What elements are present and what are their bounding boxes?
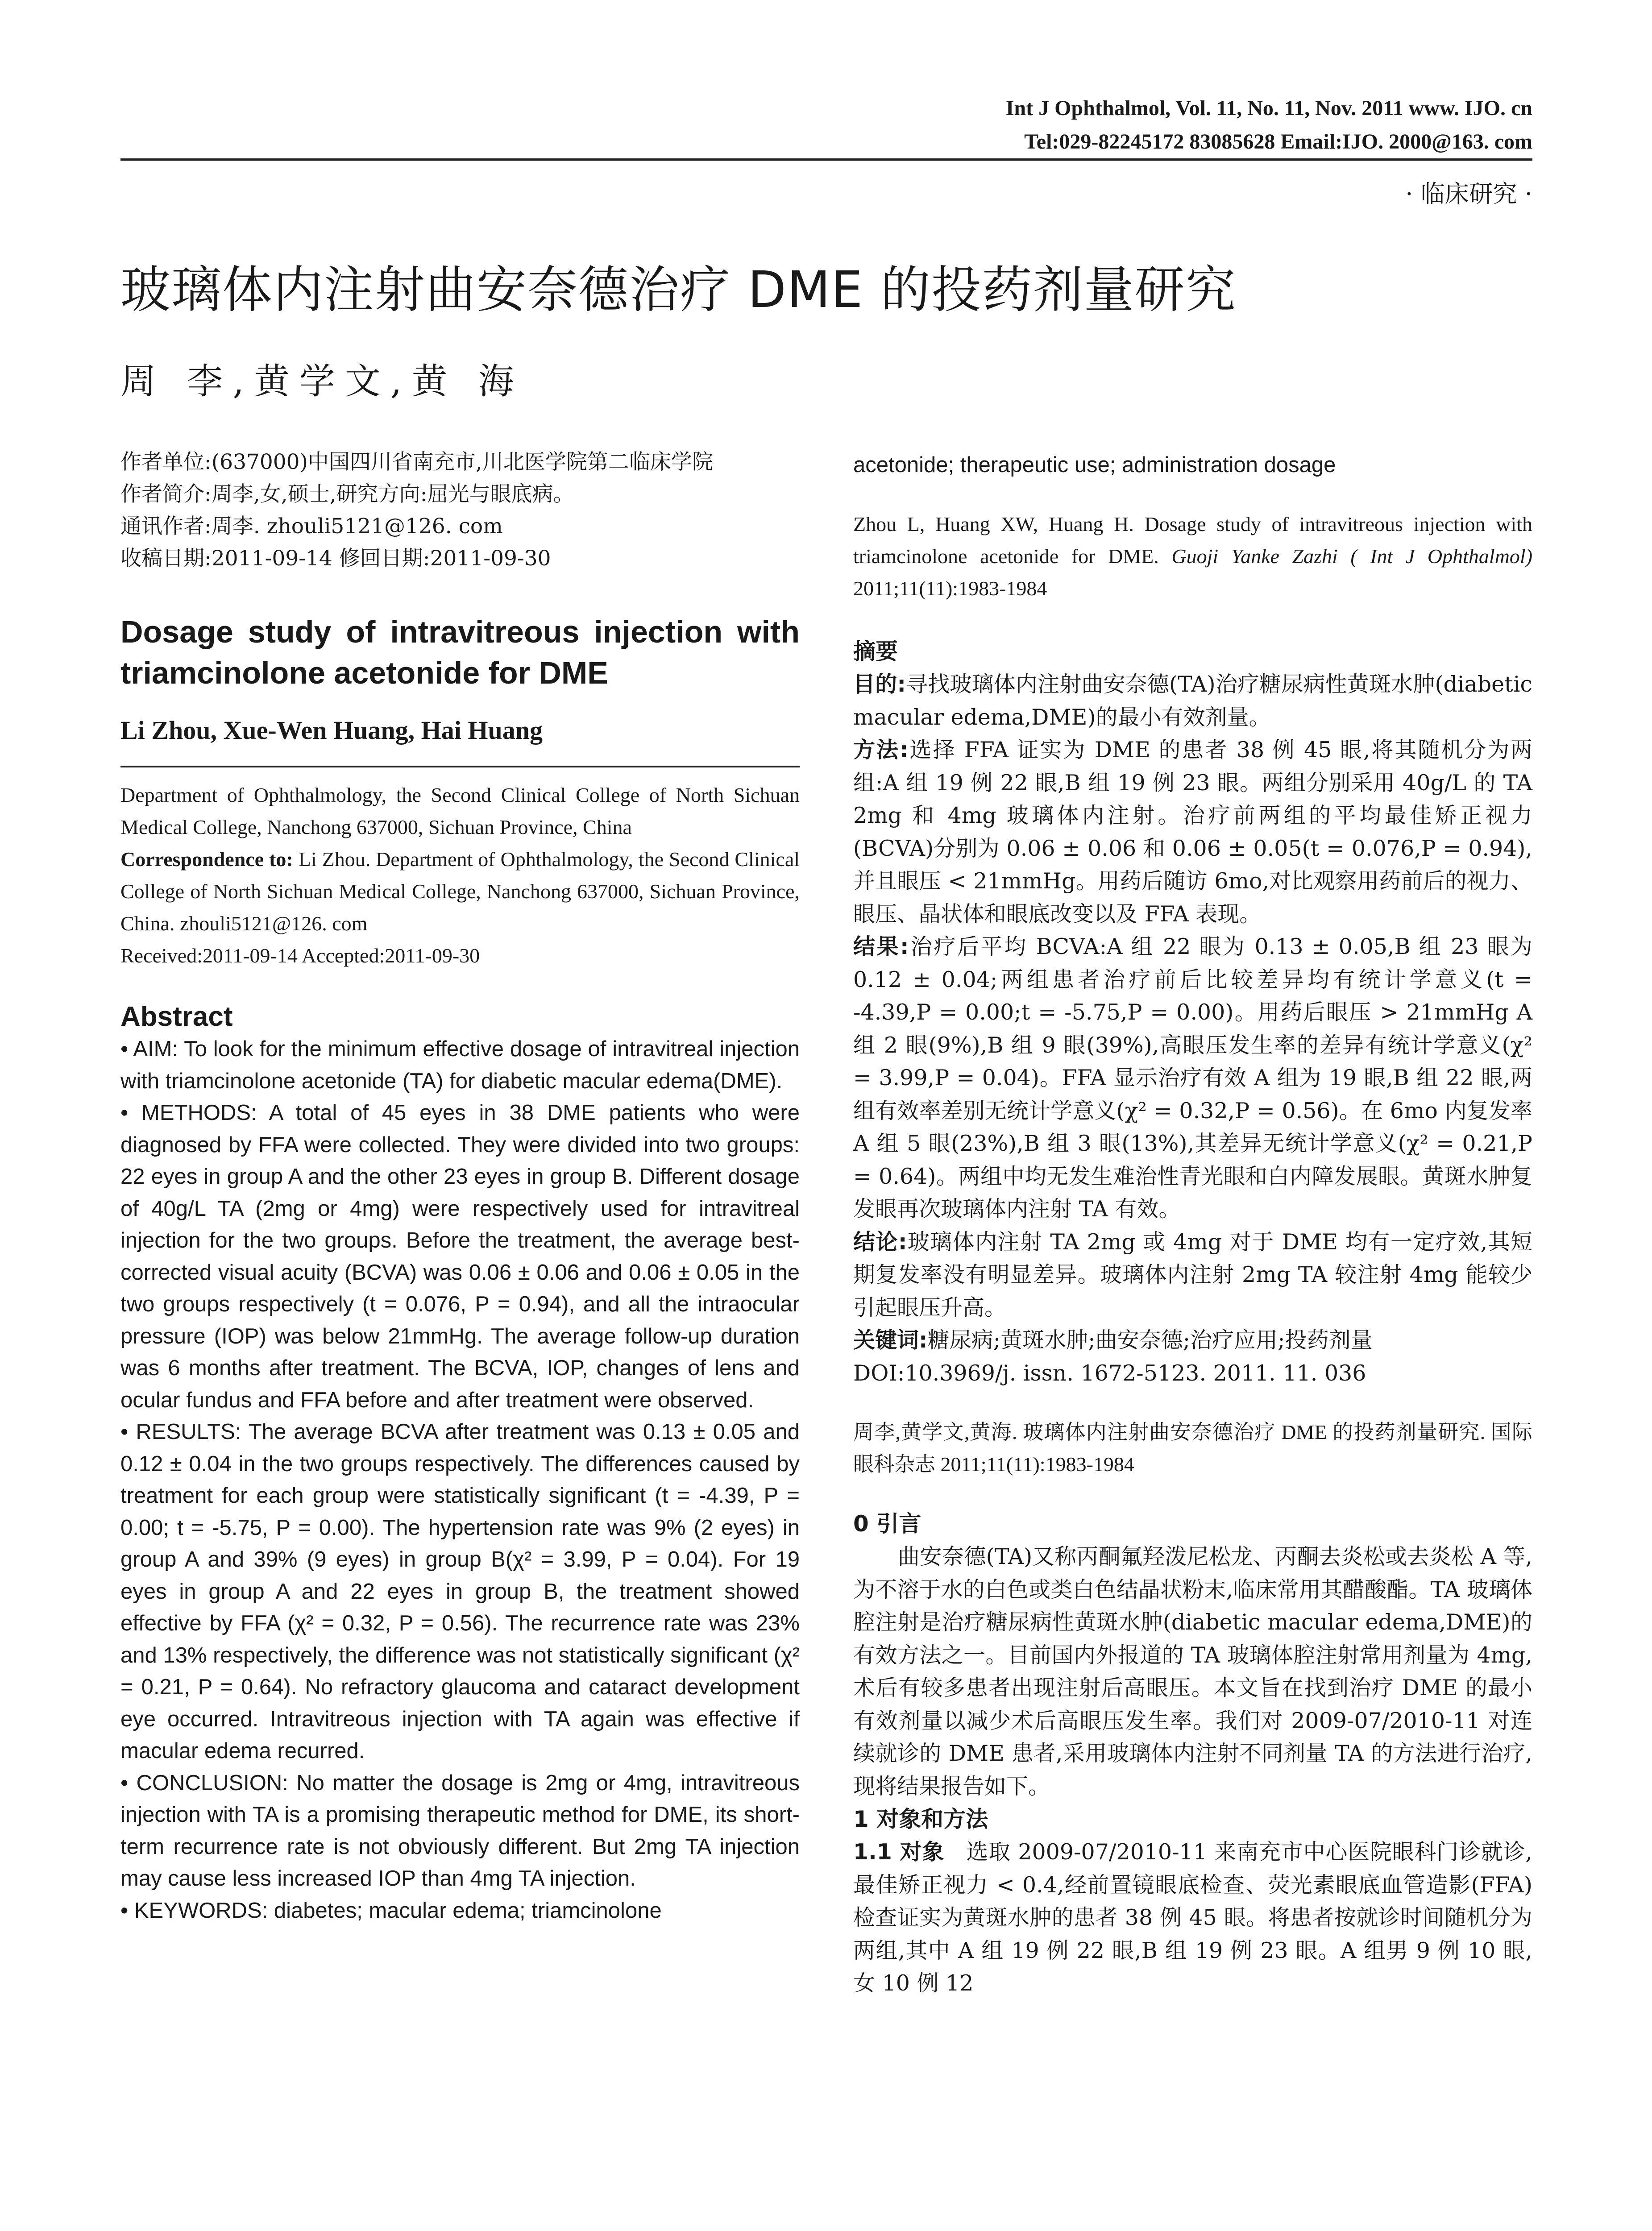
zh-methods: 选择 FFA 证实为 DME 的患者 38 例 45 眼,将其随机分为两组:A 组 19 例 22 眼,B 组 19 例 23 眼。两组分别采用 40g/L 的 TA 2mg 和 4mg 玻璃体内注射。治疗前两组的平均最佳矫正视力(BCVA)分别为 0.06 ± 0.06 和 0.06 ± 0.05(t = 0.076,P = 0.94),并且眼压 < 21mmHg。用药后随访 6mo,对比观察用药前后的视力、眼压、晶状体和眼底改变以及 FFA 表现。 bbox=[853, 737, 1532, 927]
methods-body bbox=[853, 1836, 1532, 2000]
english-title: Dosage study of intravitreous injection with triamcinolone acetonide for DME bbox=[120, 614, 800, 690]
subjects-text: 选取 2009-07/2010-11 来南充市中心医院眼科门诊就诊,最佳矫正视力 < 0.4,经前置镜眼底检查、荧光素眼底血管造影(FFA)检查证实为黄斑水肿的患者 38 例 45 眼。将患者按就诊时间随机分为两组,其中 A 组 19 例 22 眼,B 组 19 例 23 眼。A 组男 9 例 10 眼,女 10 例 12 bbox=[853, 1839, 1532, 1996]
doi: DOI:10.3969/j. issn. 1672-5123. 2011. 11. 036 bbox=[853, 1360, 1366, 1386]
abstract-body bbox=[120, 1033, 800, 1927]
paper-title: 玻璃体内注射曲安奈德治疗 DME 的投药剂量研究 bbox=[120, 261, 1237, 319]
received-accepted: Received:2011-09-14 Accepted:2011-09-30 bbox=[120, 944, 480, 967]
zh-abstract-body bbox=[853, 668, 1532, 1389]
abstract-keywords: • KEYWORDS: diabetes; macular edema; triamcinolone bbox=[120, 1898, 662, 1923]
zh-conclusion-label: 结论: bbox=[853, 1229, 907, 1255]
affiliation-block bbox=[120, 446, 800, 575]
zh-aim: 寻找玻璃体内注射曲安奈德(TA)治疗糖尿病性黄斑水肿(diabetic macular edema,DME)的最小有效剂量。 bbox=[853, 672, 1532, 730]
right-column bbox=[853, 448, 1532, 2000]
zh-results-label: 结果: bbox=[853, 934, 909, 959]
citation-journal: Guoji Yanke Zazhi ( Int J Ophthalmol) bbox=[1171, 545, 1533, 568]
correspondence-label: Correspondence to: bbox=[120, 848, 293, 871]
left-column bbox=[120, 446, 800, 1927]
author-bio: 作者简介:周李,女,硕士,研究方向:屈光与眼底病。 bbox=[120, 482, 574, 506]
zh-conclusion: 玻璃体内注射 TA 2mg 或 4mg 对于 DME 均有一定疗效,其短期复发率没有明显差异。玻璃体内注射 2mg TA 较注射 4mg 能较少引起眼压升高。 bbox=[853, 1229, 1532, 1320]
zh-aim-label: 目的: bbox=[853, 672, 906, 697]
zh-keywords-label: 关键词: bbox=[853, 1327, 928, 1353]
section-tag: · 临床研究 · bbox=[1405, 180, 1532, 208]
header-rule bbox=[120, 158, 1532, 161]
zh-results: 治疗后平均 BCVA:A 组 22 眼为 0.13 ± 0.05,B 组 23 眼为 0.12 ± 0.04;两组患者治疗前后比较差异均有统计学意义(t = -4.39,P = 0.00;t = -5.75,P = 0.00)。用药后眼压 > 21mmHg A 组 2 眼(9%),B 组 9 眼(39%),高眼压发生率的差异有统计学意义(χ² = 3.99,P = 0.04)。FFA 显示治疗有效 A 组为 19 眼,B 组 22 眼,两组有效率差别无统计学意义(χ² = 0.32,P = 0.56)。在 6mo 内复发率 A 组 5 眼(23%),B 组 3 眼(13%),其差异无统计学意义(χ² = 0.21,P = 0.64)。两组中均无发生难治性青光眼和白内障发展眼。黄斑水肿复发眼再次玻璃体内注射 TA 有效。 bbox=[853, 934, 1532, 1222]
correspondence-text: Li Zhou. Department of Ophthalmology, the Second Clinical College of North Sichuan Medical College, Nanchong 637000, Sichuan Province, China. zhouli5121@126. com bbox=[120, 848, 800, 935]
journal-contact: Tel:029-82245172 83085628 Email:IJO. 2000@163. com bbox=[1024, 130, 1532, 153]
paper-authors: 周 李,黄学文,黄 海 bbox=[120, 361, 524, 402]
journal-info: Int J Ophthalmol, Vol. 11, No. 11, Nov. 2011 www. IJO. cn bbox=[1005, 96, 1532, 120]
abstract-aim: • AIM: To look for the minimum effective dosage of intravitreal injection with triamcinolone acetonide (TA) for diabetic macular edema(DME). bbox=[120, 1037, 800, 1093]
abstract-methods: • METHODS: A total of 45 eyes in 38 DME patients who were diagnosed by FFA were collected. They were divided into two groups: 22 eyes in group A and the other 23 eyes in group B. Different dosage of 40g/L TA (2mg or 4mg) were respectively used for intravitreal injection for the two groups. Before the treatment, the average best-corrected visual acuity (BCVA) was 0.06 ± 0.06 and 0.06 ± 0.05 in the two groups respectively (t = 0.076, P = 0.94), and all the intraocular pressure (IOP) was below 21mmHg. The average follow-up duration was 6 months after treatment. The BCVA, IOP, changes of lens and ocular fundus and FFA before and after treatment were observed. bbox=[120, 1101, 800, 1412]
english-authors: Li Zhou, Xue-Wen Huang, Hai Huang bbox=[120, 716, 543, 745]
zh-keywords: 糖尿病;黄斑水肿;曲安奈德;治疗应用;投药剂量 bbox=[927, 1327, 1373, 1353]
methods-heading: 1 对象和方法 bbox=[853, 1806, 988, 1832]
department: Department of Ophthalmology, the Second Clinical College of North Sichuan Medical College, Nanchong 637000, Sichuan Province, China bbox=[120, 784, 800, 838]
intro-heading: 0 引言 bbox=[853, 1511, 921, 1537]
chinese-citation: 周李,黄学文,黄海. 玻璃体内注射曲安奈德治疗 DME 的投药剂量研究. 国际眼科杂志 2011;11(11):1983-1984 bbox=[853, 1421, 1532, 1476]
abstract-heading: Abstract bbox=[120, 1001, 233, 1032]
received-dates: 收稿日期:2011-09-14 修回日期:2011-09-30 bbox=[120, 546, 551, 571]
citation-text: Zhou L, Huang XW, Huang H. Dosage study of intravitreous injection with triamcinolone acetonide for DME. bbox=[853, 513, 1532, 568]
zh-methods-label: 方法: bbox=[853, 737, 909, 763]
author-unit: 作者单位:(637000)中国四川省南充市,川北医学院第二临床学院 bbox=[120, 450, 713, 474]
intro-body: 曲安奈德(TA)又称丙酮氟羟泼尼松龙、丙酮去炎松或去炎松 A 等,为不溶于水的白色或类白色结晶状粉末,临床常用其醋酸酯。TA 玻璃体腔注射是治疗糖尿病性黄斑水肿(diabetic macular edema,DME)的有效方法之一。目前国内外报道的 TA 玻璃体腔注射常用剂量为 4mg,术后有较多患者出现注射后高眼压。本文旨在找到治疗 DME 的最小有效剂量以减少术后高眼压发生率。我们对 2009-07/2010-11 对连续就诊的 DME 患者,采用玻璃体内注射不同剂量 TA 的方法进行治疗,现将结果报告如下。 bbox=[853, 1544, 1532, 1799]
citation-ref: 2011;11(11):1983-1984 bbox=[853, 577, 1047, 600]
corresponding-author: 通讯作者:周李. zhouli5121@126. com bbox=[120, 514, 503, 539]
correspondence bbox=[120, 843, 800, 940]
abstract-conclusion: • CONCLUSION: No matter the dosage is 2mg or 4mg, intravitreous injection with TA is a promising therapeutic method for DME, its short-term recurrence rate is not obviously different. But 2mg TA injection may cause less increased IOP than 4mg TA injection. bbox=[120, 1771, 800, 1891]
subjects-label: 1.1 对象 bbox=[853, 1839, 945, 1865]
zh-abstract-heading: 摘要 bbox=[853, 639, 898, 664]
english-citation bbox=[853, 508, 1532, 605]
abstract-results: • RESULTS: The average BCVA after treatment was 0.13 ± 0.05 and 0.12 ± 0.04 in the two groups respectively. The differences caused by treatment for each group were statistically significant (t = -4.39, P = 0.00; t = -5.75, P = 0.00). The hypertension rate was 9% (2 eyes) in group A and 39% (9 eyes) in group B(χ² = 3.99, P = 0.04). For 19 eyes in group A and 22 eyes in group B, the treatment showed effective by FFA (χ² = 0.32, P = 0.56). The recurrence rate was 23% and 13% respectively, the difference was not statistically significant (χ² = 0.21, P = 0.64). No refractory glaucoma and cataract development eye occurred. Intravitreous injection with TA again was effective if macular edema recurred. bbox=[120, 1420, 800, 1763]
abstract-keywords-cont: acetonide; therapeutic use; administration dosage bbox=[853, 453, 1336, 477]
